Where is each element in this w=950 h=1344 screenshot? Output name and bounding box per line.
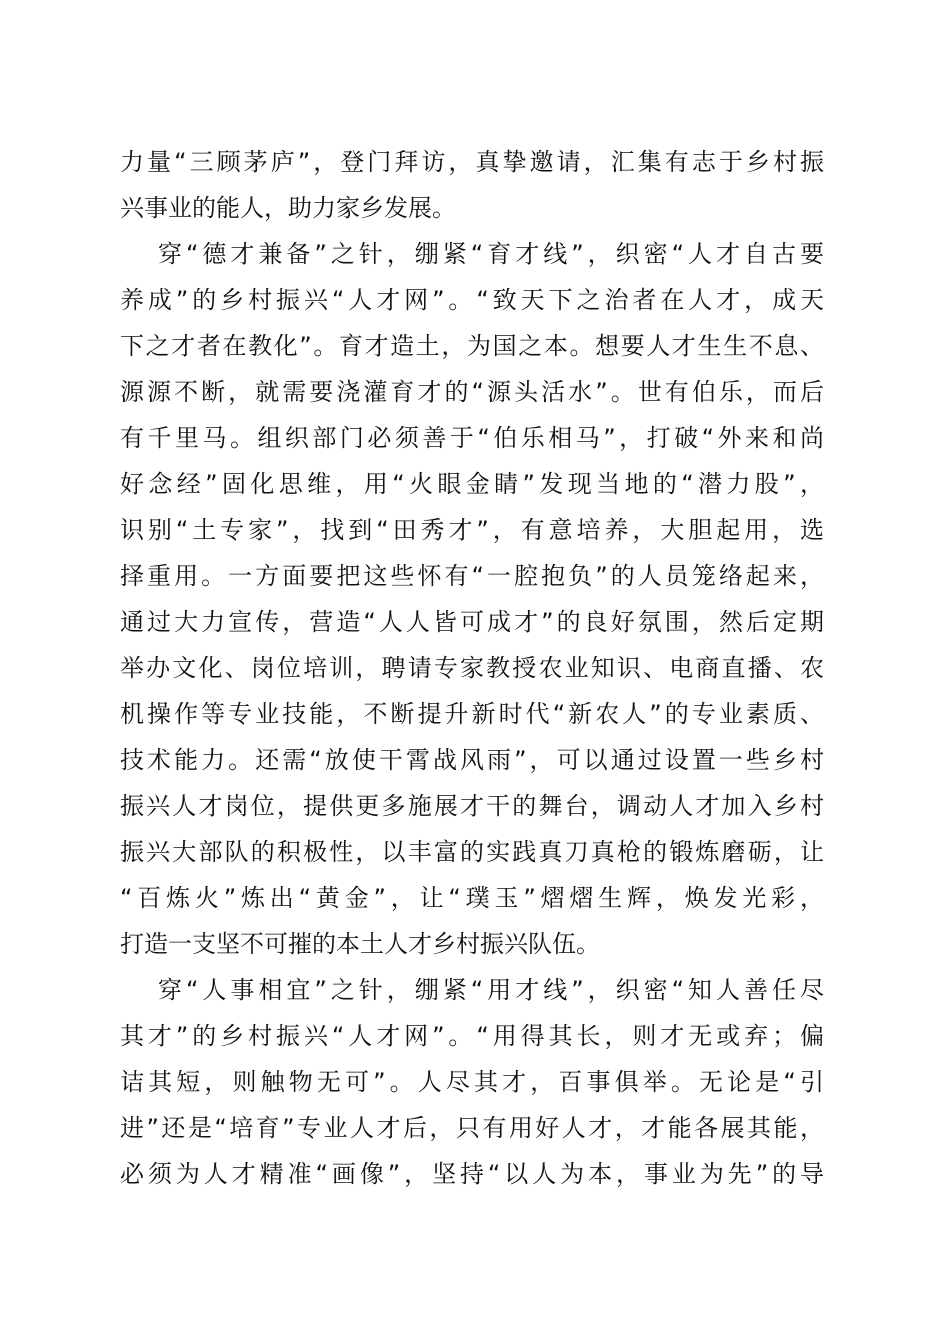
text-line: 下之才者在教化”。育才造土，为国之本。想要人才生生不息、 xyxy=(120,332,824,360)
text-line: 必须为人才精准“画像”，坚持“以人为本，事业为先”的导 xyxy=(120,1160,824,1188)
text-line: 力量“三顾茅庐”，登门拜访，真挚邀请，汇集有志于乡村振 xyxy=(120,148,824,176)
text-line: “百炼火”炼出“黄金”，让“璞玉”熠熠生辉，焕发光彩， xyxy=(120,884,824,912)
text-line: 有千里马。组织部门必须善于“伯乐相马”，打破“外来和尚 xyxy=(120,424,824,452)
text-line: 穿“德才兼备”之针，绷紧“育才线”，织密“人才自古要 xyxy=(158,240,824,268)
text-line: 通过大力宣传，营造“人人皆可成才”的良好氛围，然后定期 xyxy=(120,608,824,636)
text-line: 源源不断，就需要浇灌育才的“源头活水”。世有伯乐，而后 xyxy=(120,378,824,406)
text-line: 好念经”固化思维，用“火眼金睛”发现当地的“潜力股”， xyxy=(120,470,824,498)
text-line: 穿“人事相宜”之针，绷紧“用才线”，织密“知人善任尽 xyxy=(158,976,824,1004)
text-line: 诘其短，则触物无可”。人尽其才，百事俱举。无论是“引 xyxy=(120,1068,824,1096)
text-line: 举办文化、岗位培训，聘请专家教授农业知识、电商直播、农 xyxy=(120,654,824,682)
text-line: 机操作等专业技能，不断提升新时代“新农人”的专业素质、 xyxy=(120,700,824,728)
text-line: 其才”的乡村振兴“人才网”。“用得其长，则才无或弃；偏 xyxy=(120,1022,824,1050)
text-line: 打造一支坚不可摧的本土人才乡村振兴队伍。 xyxy=(120,930,600,958)
text-line: 进”还是“培育”专业人才后，只有用好人才，才能各展其能， xyxy=(120,1114,824,1142)
text-line: 技术能力。还需“放使干霄战风雨”，可以通过设置一些乡村 xyxy=(120,746,824,774)
text-line: 择重用。一方面要把这些怀有“一腔抱负”的人员笼络起来， xyxy=(120,562,824,590)
text-line: 养成”的乡村振兴“人才网”。“致天下之治者在人才，成天 xyxy=(120,286,824,314)
text-line: 兴事业的能人，助力家乡发展。 xyxy=(120,194,456,222)
text-line: 识别“土专家”，找到“田秀才”，有意培养，大胆起用，选 xyxy=(120,516,824,544)
text-line: 振兴人才岗位，提供更多施展才干的舞台，调动人才加入乡村 xyxy=(120,792,824,820)
text-line: 振兴大部队的积极性，以丰富的实践真刀真枪的锻炼磨砺，让 xyxy=(120,838,824,866)
